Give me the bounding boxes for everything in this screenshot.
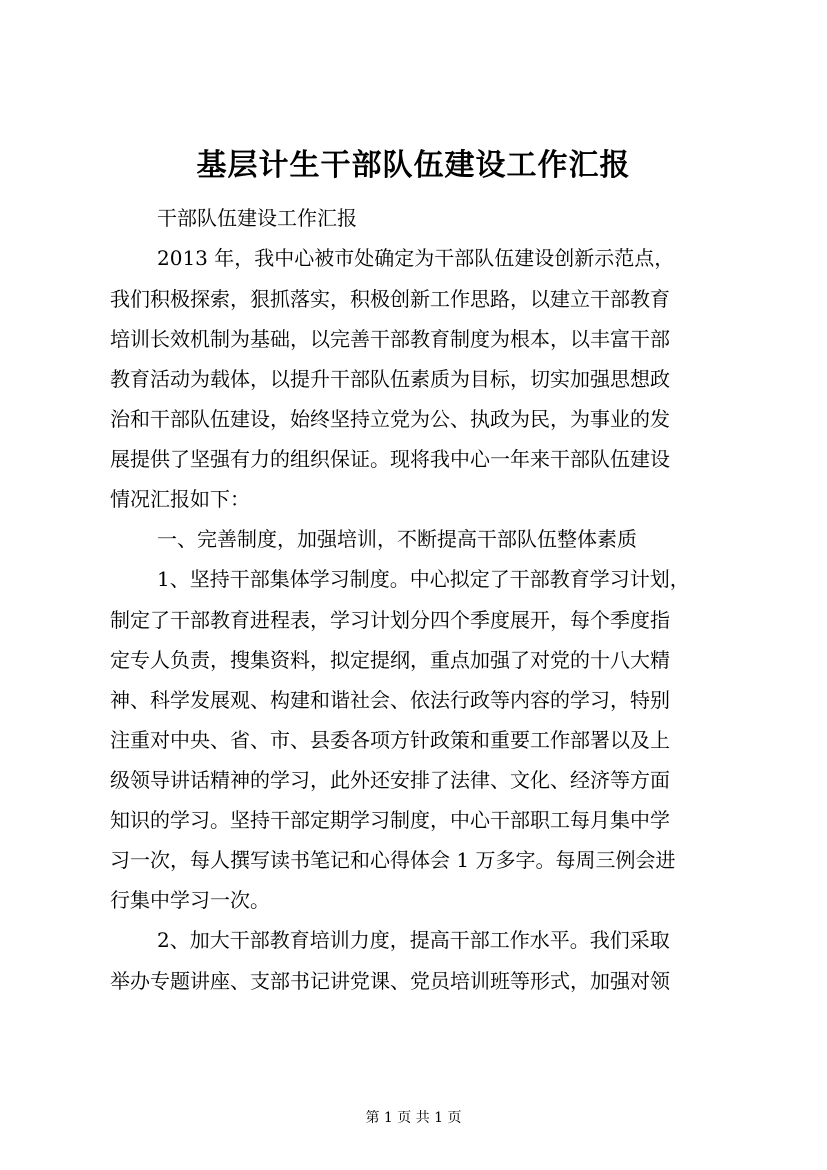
paragraph-line: 展提供了坚强有力的组织保证。现将我中心一年来干部队伍建设 xyxy=(110,447,670,471)
paragraph-line: 2、加大干部教育培训力度，提高干部工作水平。我们采取 xyxy=(157,928,670,952)
document-title: 基层计生干部队伍建设工作汇报 xyxy=(196,148,631,183)
paragraph-line: 培训长效机制为基础，以完善干部教育制度为根本，以丰富干部 xyxy=(110,327,670,351)
paragraph-line: 我们积极探索，狠抓落实，积极创新工作思路，以建立干部教育 xyxy=(110,287,670,311)
paragraph-line: 制定了干部教育进程表，学习计划分四个季度展开，每个季度指 xyxy=(110,608,670,632)
section-heading: 一、完善制度，加强培训，不断提高干部队伍整体素质 xyxy=(157,527,637,551)
paragraph-line: 级领导讲话精神的学习，此外还安排了法律、文化、经济等方面 xyxy=(110,768,670,792)
subtitle-line: 干部队伍建设工作汇报 xyxy=(157,206,357,230)
paragraph-line: 神、科学发展观、构建和谐社会、依法行政等内容的学习，特别 xyxy=(110,688,670,712)
paragraph-line: 习一次，每人撰写读书笔记和心得体会 1 万多字。每周三例会进 xyxy=(110,848,676,872)
paragraph-line: 2013 年，我中心被市处确定为干部队伍建设创新示范点， xyxy=(157,246,675,270)
paragraph-line: 注重对中央、省、市、县委各项方针政策和重要工作部署以及上 xyxy=(110,728,670,752)
paragraph-line: 情况汇报如下： xyxy=(110,487,250,511)
paragraph-line: 行集中学习一次。 xyxy=(110,888,270,912)
paragraph-line: 知识的学习。坚持干部定期学习制度，中心干部职工每月集中学 xyxy=(110,808,670,832)
page-footer: 第 1 页 共 1 页 xyxy=(365,1110,462,1126)
paragraph-line: 1、坚持干部集体学习制度。中心拟定了干部教育学习计划， xyxy=(157,567,690,591)
paragraph-line: 治和干部队伍建设，始终坚持立党为公、执政为民，为事业的发 xyxy=(110,407,670,431)
paragraph-line: 定专人负责，搜集资料，拟定提纲，重点加强了对党的十八大精 xyxy=(110,648,670,672)
paragraph-line: 教育活动为载体，以提升干部队伍素质为目标，切实加强思想政 xyxy=(110,367,670,391)
paragraph-line: 举办专题讲座、支部书记讲党课、党员培训班等形式，加强对领 xyxy=(110,969,670,993)
